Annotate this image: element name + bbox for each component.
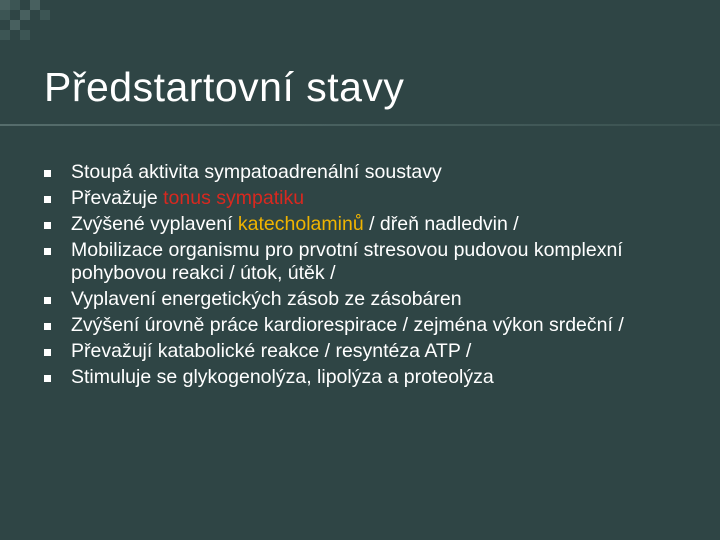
bullet-item [44, 187, 704, 210]
title-divider [0, 124, 720, 126]
bullet-item [44, 340, 704, 363]
bullet-text: Zvýšené vyplavení [71, 213, 238, 235]
square-bullet-icon [44, 375, 51, 382]
square-bullet-icon [44, 196, 51, 203]
bullet-text: Mobilizace organismu pro prvotní stresovou pudovou komplexní pohybovou reakci / útok, útěk / [71, 239, 623, 284]
bullet-text: / dřeň nadledvin / [363, 213, 519, 235]
bullet-text: Stimuluje se glykogenolýza, lipolýza a proteolýza [71, 366, 494, 388]
corner-decoration [0, 0, 60, 50]
bullet-item [44, 161, 704, 184]
bullet-text: Zvýšení úrovně práce kardiorespirace / zejména výkon srdeční / [71, 314, 624, 336]
bullet-text: Stoupá aktivita sympatoadrenální soustavy [71, 161, 442, 183]
square-bullet-icon [44, 222, 51, 229]
bullet-item [44, 288, 704, 311]
highlighted-text: tonus sympatiku [163, 187, 305, 209]
slide-title: Předstartovní stavy [44, 64, 405, 110]
bullet-list [44, 161, 704, 392]
bullet-item [44, 239, 704, 285]
bullet-text: Převažuje [71, 187, 164, 209]
square-bullet-icon [44, 297, 51, 304]
bullet-item [44, 314, 704, 337]
square-bullet-icon [44, 323, 51, 330]
highlighted-text: katecholaminů [237, 213, 364, 235]
bullet-item [44, 366, 704, 389]
bullet-text: Převažují katabolické reakce / resyntéza ATP / [71, 340, 472, 362]
square-bullet-icon [44, 170, 51, 177]
bullet-item [44, 213, 704, 236]
square-bullet-icon [44, 248, 51, 255]
square-bullet-icon [44, 349, 51, 356]
bullet-text: Vyplavení energetických zásob ze zásobáren [71, 288, 462, 310]
